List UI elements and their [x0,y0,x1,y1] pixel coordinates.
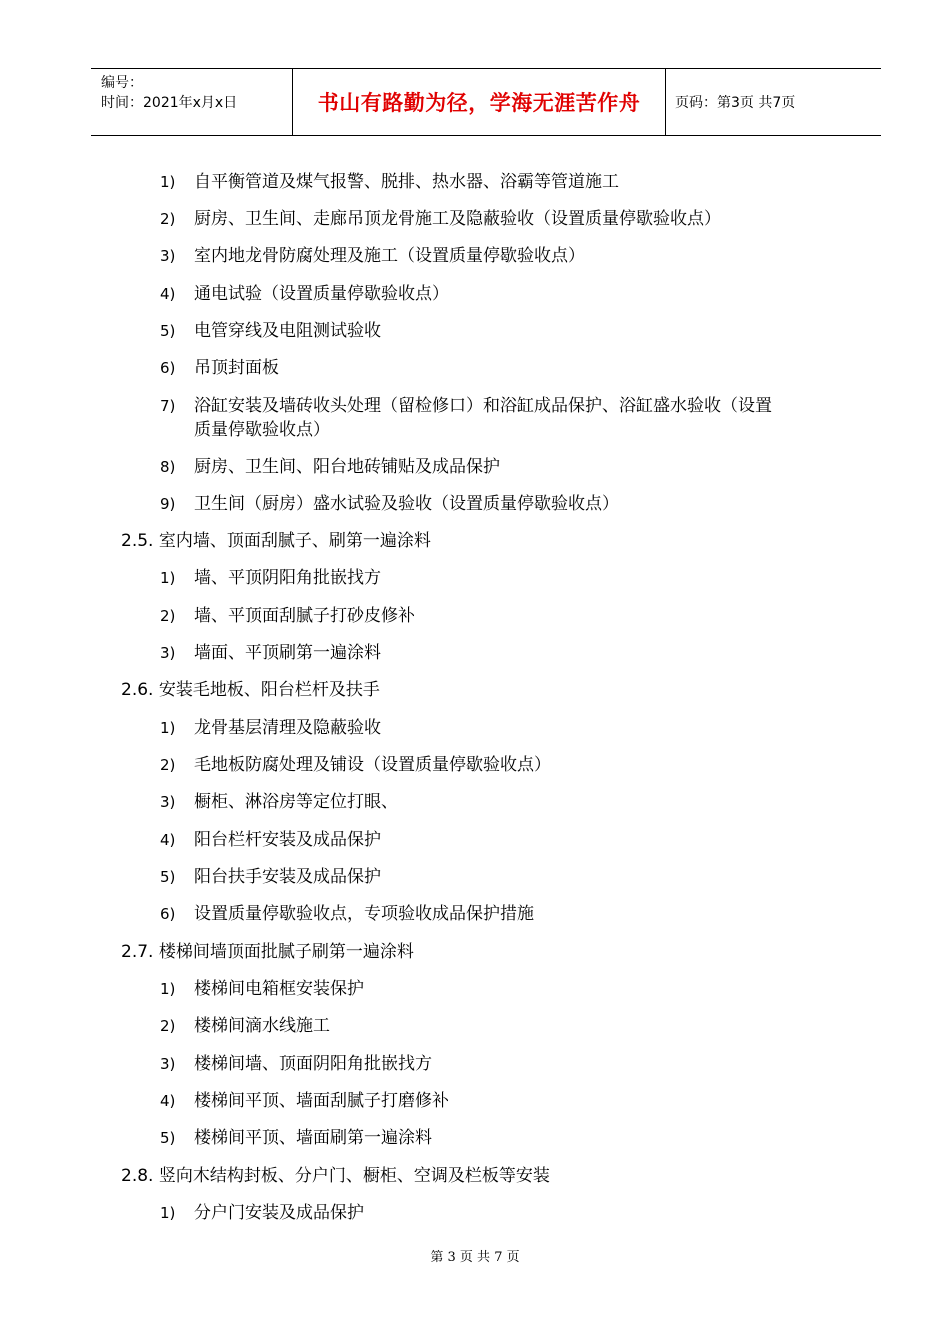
item-text: 墙、平顶面刮腻子打砂皮修补 [194,606,415,626]
section-heading: 2.5. 室内墙、顶面刮腻子、刷第一遍涂料 [121,531,431,551]
page-footer: 第 3 页 共 7 页 [430,1250,520,1265]
item-number: 2) [160,756,176,774]
item-number: 8) [160,458,176,476]
item-number: 5) [160,868,176,886]
item-text: 墙、平顶阴阳角批嵌找方 [194,568,381,588]
item-text: 龙骨基层清理及隐蔽验收 [194,718,381,738]
header-number: 编号： [101,75,143,91]
item-number: 5) [160,1129,176,1147]
page-header [91,68,881,136]
section-heading: 2.7. 楼梯间墙顶面批腻子刷第一遍涂料 [121,942,414,962]
item-text: 电管穿线及电阻测试验收 [194,321,381,341]
header-meta [101,73,237,113]
item-text: 浴缸安装及墙砖收头处理（留检修口）和浴缸成品保护、浴缸盛水验收（设置 [194,396,772,416]
item-number: 2) [160,607,176,625]
item-number: 4) [160,285,176,303]
item-text: 楼梯间电箱框安装保护 [194,979,364,999]
item-text: 楼梯间滴水线施工 [194,1016,330,1036]
item-text: 楼梯间墙、顶面阴阳角批嵌找方 [194,1054,432,1074]
item-number: 4) [160,831,176,849]
item-number: 3) [160,247,176,265]
header-divider [665,69,666,135]
item-number: 2) [160,210,176,228]
item-text: 阳台栏杆安装及成品保护 [194,830,381,850]
item-text: 质量停歇验收点） [194,420,330,440]
item-text: 室内地龙骨防腐处理及施工（设置质量停歇验收点） [194,246,585,266]
item-text: 楼梯间平顶、墙面刮腻子打磨修补 [194,1091,449,1111]
header-time: 时间：2021年x月x日 [101,95,238,111]
item-number: 9) [160,495,176,513]
item-text: 墙面、平顶刷第一遍涂料 [194,643,381,663]
item-text: 吊顶封面板 [194,358,279,378]
section-heading: 2.6. 安装毛地板、阳台栏杆及扶手 [121,680,380,700]
section-heading: 2.8. 竖向木结构封板、分户门、橱柜、空调及栏板等安装 [121,1166,550,1186]
item-number: 4) [160,1092,176,1110]
item-number: 1) [160,719,176,737]
item-number: 1) [160,1204,176,1222]
item-text: 厨房、卫生间、阳台地砖铺贴及成品保护 [194,457,500,477]
item-number: 1) [160,569,176,587]
item-text: 自平衡管道及煤气报警、脱排、热水器、浴霸等管道施工 [194,172,619,192]
item-number: 5) [160,322,176,340]
header-page-code: 页码：第3页 共7页 [675,95,796,111]
item-number: 1) [160,173,176,191]
item-number: 2) [160,1017,176,1035]
item-number: 7) [160,397,176,415]
item-number: 3) [160,1055,176,1073]
item-number: 3) [160,793,176,811]
item-text: 厨房、卫生间、走廊吊顶龙骨施工及隐蔽验收（设置质量停歇验收点） [194,209,721,229]
item-text: 橱柜、淋浴房等定位打眼、 [194,792,398,812]
item-text: 通电试验（设置质量停歇验收点） [194,284,449,304]
item-text: 阳台扶手安装及成品保护 [194,867,381,887]
item-text: 分户门安装及成品保护 [194,1203,364,1223]
item-number: 3) [160,644,176,662]
item-number: 6) [160,905,176,923]
header-motto: 书山有路勤为径，学海无涯苦作舟 [317,91,641,115]
item-text: 卫生间（厨房）盛水试验及验收（设置质量停歇验收点） [194,494,619,514]
item-text: 设置质量停歇验收点，专项验收成品保护措施 [194,904,534,924]
item-text: 楼梯间平顶、墙面刷第一遍涂料 [194,1128,432,1148]
item-text: 毛地板防腐处理及铺设（设置质量停歇验收点） [194,755,551,775]
item-number: 1) [160,980,176,998]
item-number: 6) [160,359,176,377]
